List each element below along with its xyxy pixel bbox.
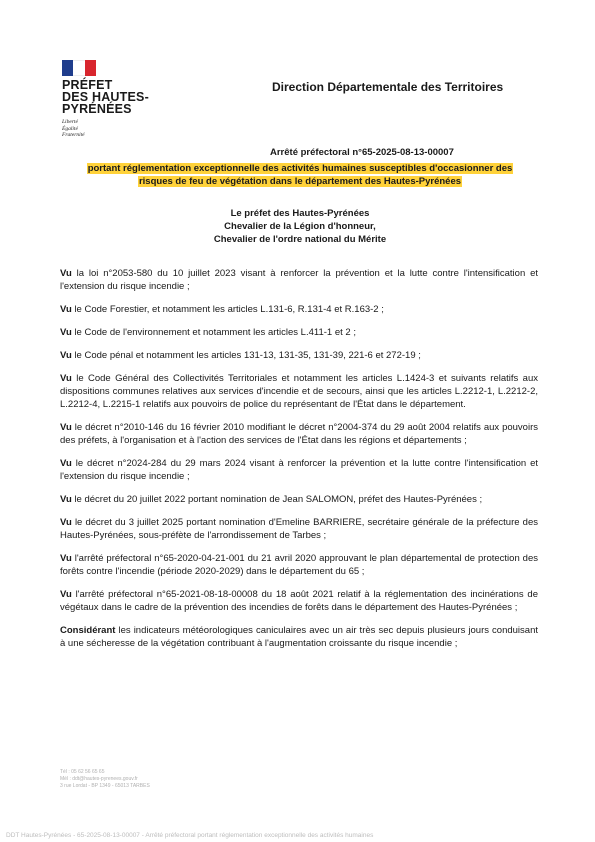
- visa-paragraph: [60, 349, 538, 362]
- prefecture-name-line: PRÉFET: [62, 78, 113, 92]
- visa-lead: Vu: [60, 458, 72, 469]
- considerant-paragraph: [60, 624, 538, 650]
- visas-list: [60, 267, 538, 660]
- visa-lead: Vu: [60, 327, 72, 338]
- visa-paragraph: [60, 493, 538, 506]
- contact-phone: Tél : 05 62 56 65 65: [60, 769, 105, 775]
- visa-paragraph: [60, 421, 538, 447]
- visa-lead: Vu: [60, 517, 72, 528]
- arrete-number: Arrêté préfectoral n°65-2025-08-13-00007: [270, 147, 454, 158]
- republic-motto: [62, 119, 162, 139]
- visa-paragraph: [60, 372, 538, 411]
- visa-lead: Vu: [60, 553, 72, 564]
- french-flag-icon: [62, 60, 96, 76]
- contact-address: 3 rue Lordat - BP 1349 - 65013 TARBES: [60, 783, 150, 789]
- arrete-title: [60, 162, 540, 188]
- visa-lead: Vu: [60, 422, 72, 433]
- visa-paragraph: [60, 267, 538, 293]
- prefecture-logo: [62, 60, 162, 139]
- visa-paragraph: [60, 516, 538, 542]
- prefet-line: Le préfet des Hautes-Pyrénées: [230, 208, 370, 219]
- prefecture-name: [62, 79, 162, 115]
- motto-line: Liberté: [62, 119, 78, 125]
- visa-paragraph: [60, 588, 538, 614]
- motto-line: Fraternité: [62, 132, 85, 138]
- visa-lead: Vu: [60, 494, 72, 505]
- visa-lead: Vu: [60, 350, 72, 361]
- visa-text: le décret n°2010-146 du 16 février 2010 modifiant le décret n°2004-374 du 29 août 2004 relatifs aux pouvoirs des préfets, à l'organisation et à l'action des services de l'État dans les régions et départements ;: [60, 422, 538, 446]
- arrete-title-line: risques de feu de végétation dans le département des Hautes-Pyrénées: [138, 176, 462, 187]
- prefet-line: Chevalier de la Légion d'honneur,: [224, 221, 376, 232]
- considerant-lead: Considérant: [60, 625, 116, 636]
- visa-lead: Vu: [60, 268, 72, 279]
- prefet-block: [60, 207, 540, 246]
- visa-text: le décret du 20 juillet 2022 portant nomination de Jean SALOMON, préfet des Hautes-Pyrénées ;: [71, 494, 483, 505]
- visa-text: le Code Forestier, et notamment les articles L.131-6, R.131-4 et R.163-2 ;: [71, 304, 384, 315]
- visa-text: la loi n°2053-580 du 10 juillet 2023 visant à renforcer la prévention et la lutte contre l'intensification et l'extension du risque incendie ;: [60, 268, 538, 292]
- visa-text: le Code pénal et notamment les articles 131-13, 131-35, 131-39, 221-6 et 272-19 ;: [71, 350, 421, 361]
- direction-title: Direction Départementale des Territoires: [272, 80, 504, 94]
- considerant-text: les indicateurs météorologiques caniculaires avec un air très sec depuis plusieurs jours conduisant à une sécheresse de la végétation contribuant à l'augmentation croissante du risque incendie ;: [60, 625, 538, 649]
- prefecture-name-line: PYRÉNÉES: [62, 102, 132, 116]
- visa-lead: Vu: [60, 373, 72, 384]
- visa-text: le Code de l'environnement et notamment les articles L.411-1 et 2 ;: [71, 327, 356, 338]
- prefet-line: Chevalier de l'ordre national du Mérite: [213, 234, 387, 245]
- visa-text: le Code Général des Collectivités Territoriales et notamment les articles L.1424-3 et suivants relatifs aux dispositions communes relatives aux services d'incendie et de secours, ainsi que les articles L.2212-1, L.2212-2, L.2212-4, L.2215-1 relatifs aux pouvoirs de police du représentant de l'État dans le département.: [60, 373, 538, 410]
- visa-text: le décret du 3 juillet 2025 portant nomination d'Emeline BARRIERE, secrétaire générale de la préfecture des Hautes-Pyrénées, sous-préfète de l'arrondissement de Tarbes ;: [60, 517, 538, 541]
- page-footer: DDT Hautes-Pyrénées - 65-2025-08-13-00007 - Arrêté préfectoral portant réglementation exceptionnelle des activités humaines: [6, 832, 374, 839]
- visa-text: l'arrêté préfectoral n°65-2021-08-18-00008 du 18 août 2021 relatif à la réglementation des incinérations de végétaux dans le cadre de la prévention des incendies de forêts dans le département des Hautes-Pyrénées ;: [60, 589, 538, 613]
- motto-line: Égalité: [62, 125, 78, 132]
- visa-paragraph: [60, 457, 538, 483]
- prefecture-name-line: DES HAUTES-: [62, 90, 149, 104]
- visa-text: le décret n°2024-284 du 29 mars 2024 visant à renforcer la prévention et la lutte contre l'intensification et l'extension du risque incendie ;: [60, 458, 538, 482]
- arrete-title-line: portant réglementation exceptionnelle des activités humaines susceptibles d'occasionner des: [87, 163, 513, 174]
- visa-paragraph: [60, 552, 538, 578]
- visa-text: l'arrêté préfectoral n°65-2020-04-21-001 du 21 avril 2020 approuvant le plan départemental de protection des forêts contre l'incendie (période 2020-2029) dans le département du 65 ;: [60, 553, 538, 577]
- visa-lead: Vu: [60, 589, 72, 600]
- contact-email: Mél : ddt@hautes-pyrenees.gouv.fr: [60, 776, 138, 782]
- contact-block: [60, 769, 150, 790]
- visa-paragraph: [60, 326, 538, 339]
- visa-paragraph: [60, 303, 538, 316]
- visa-lead: Vu: [60, 304, 72, 315]
